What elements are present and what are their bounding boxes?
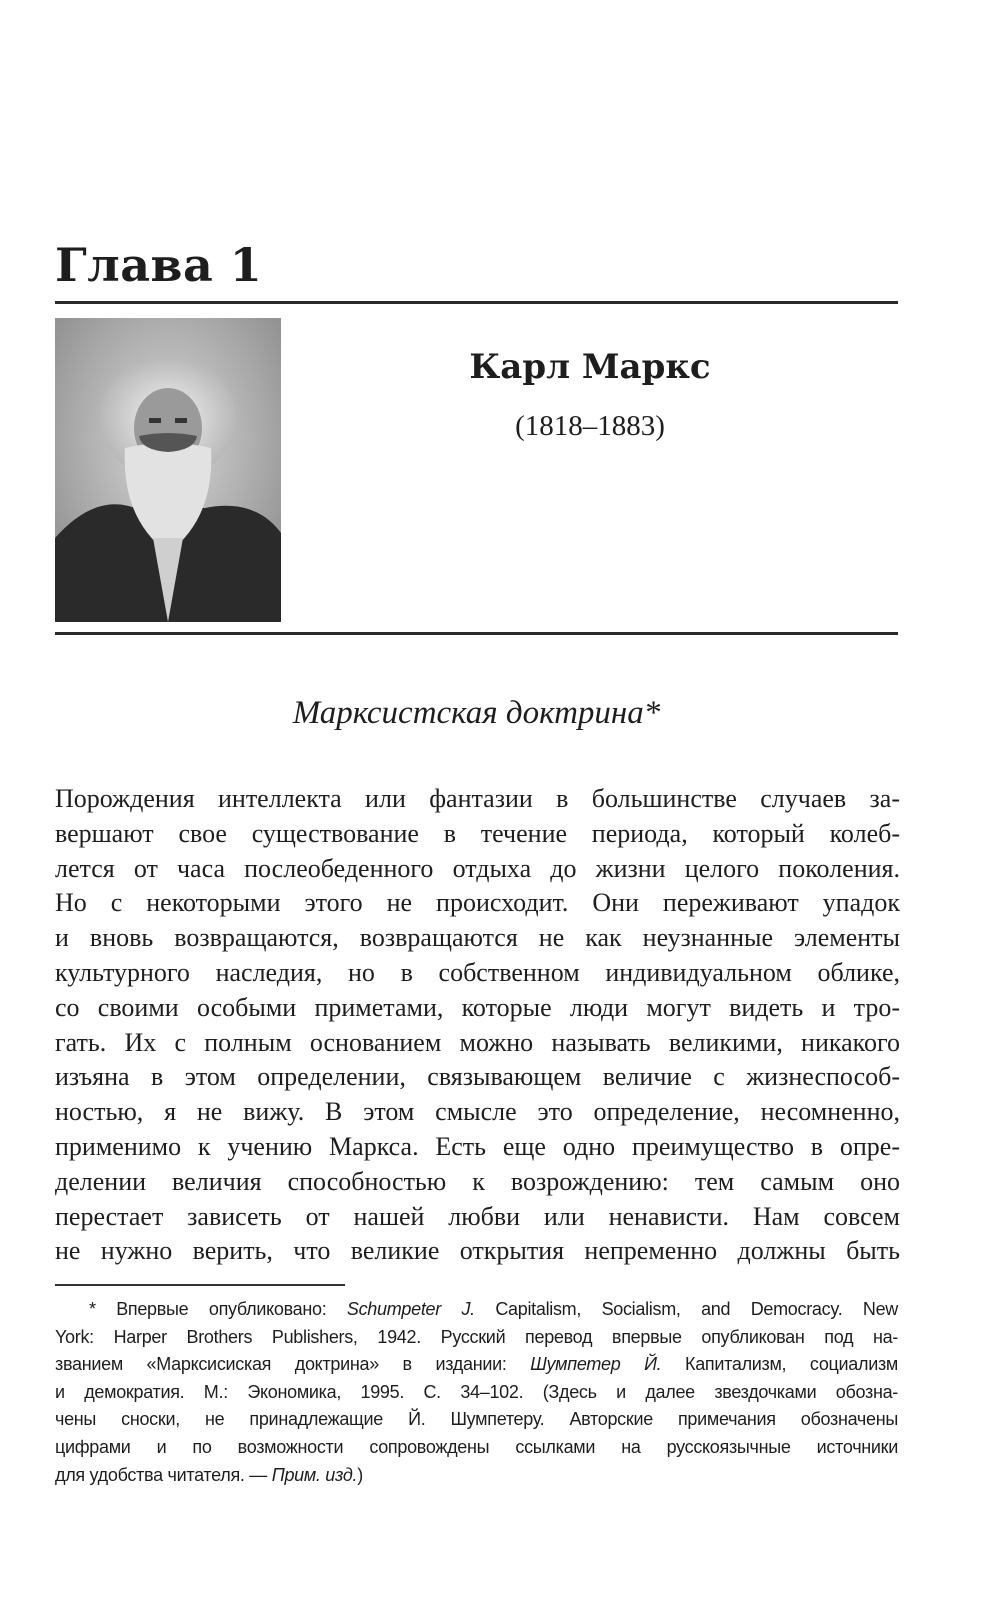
body-line: Порождения интеллекта или фантазии в большинстве случаев за- [55,784,900,813]
body-line: и вновь возвращаются, возвращаются не как неузнанные элементы [55,923,900,953]
body-line: гать. Их с полным основанием можно называть великими, никакого [55,1027,900,1057]
footnote-italic-text: Шумпетер Й. [530,1354,662,1375]
body-line: перестает зависеть от нашей любви или ненависти. Нам совсем [55,1201,900,1231]
footnote-line [55,1351,898,1379]
footnote-text: Капитализм, социализм [661,1354,898,1375]
portrait-photo [55,318,281,622]
top-rule [55,301,898,304]
footnote-text: * Впервые опубликовано: [89,1299,347,1319]
body-line: лется от часа послеобеденного отдыха до жизни целого поколения. [55,853,900,883]
body-line: со своими особыми приметами, которые люди могут видеть и тро- [55,992,900,1022]
body-line: применимо к учению Маркса. Есть еще одно преимущество в опре- [55,1131,900,1161]
footnote-italic-text: Прим. изд. [271,1464,358,1485]
footnote [55,1296,898,1489]
footnote-text: и демократия. М.: Экономика, 1995. С. 34–102. (Здесь и далее звездочками обозна- [55,1381,898,1402]
body-text [55,782,900,1269]
bottom-rule [55,632,898,635]
chapter-title: Глава 1 [55,238,263,292]
footnote-text: York: Harper Brothers Publishers, 1942. Русский перевод впервые опубликован под на- [55,1326,898,1347]
body-line: ностью, я не вижу. В этом смысле это определение, несомненно, [55,1097,900,1127]
footnote-text: чены сноски, не принадлежащие Й. Шумпетеру. Авторские примечания обозначены [55,1409,898,1430]
footnote-text: ) [357,1464,363,1485]
body-line: Но с некоторыми этого не происходит. Они переживают упадок [55,888,900,918]
body-line: делении величия способностью к возрождению: тем самым оно [55,1166,900,1196]
footnote-text: Capitalism, Socialism, and Democracy. New [474,1299,898,1319]
footnote-line [55,1462,898,1490]
footnote-line [55,1406,898,1434]
section-heading: Марксистская доктрина* [292,695,661,731]
body-line: изъяна в этом определении, связывающем величие с жизнеспособ- [55,1062,900,1092]
footnote-line [55,1434,898,1462]
author-years: (1818–1883) [515,410,665,442]
footnote-separator [55,1284,345,1286]
footnote-line [55,1379,898,1407]
footnote-line [55,1296,898,1324]
footnote-line [55,1324,898,1352]
footnote-text: званием «Марксисиская доктрина» в издании: [55,1354,531,1375]
footnote-italic-text: Schumpeter J. [346,1299,475,1319]
body-line: вершают свое существование в течение периода, который колеб- [55,818,900,848]
footnote-text: для удобства читателя. — [55,1464,272,1485]
author-name: Карл Маркс [469,347,711,387]
body-line: культурного наследия, но в собственном индивидуальном облике, [55,957,900,987]
footnote-text: цифрами и по возможности сопровождены ссылками на русскоязычные источники [55,1436,898,1457]
body-line: не нужно верить, что великие открытия непременно должны быть [55,1236,900,1266]
